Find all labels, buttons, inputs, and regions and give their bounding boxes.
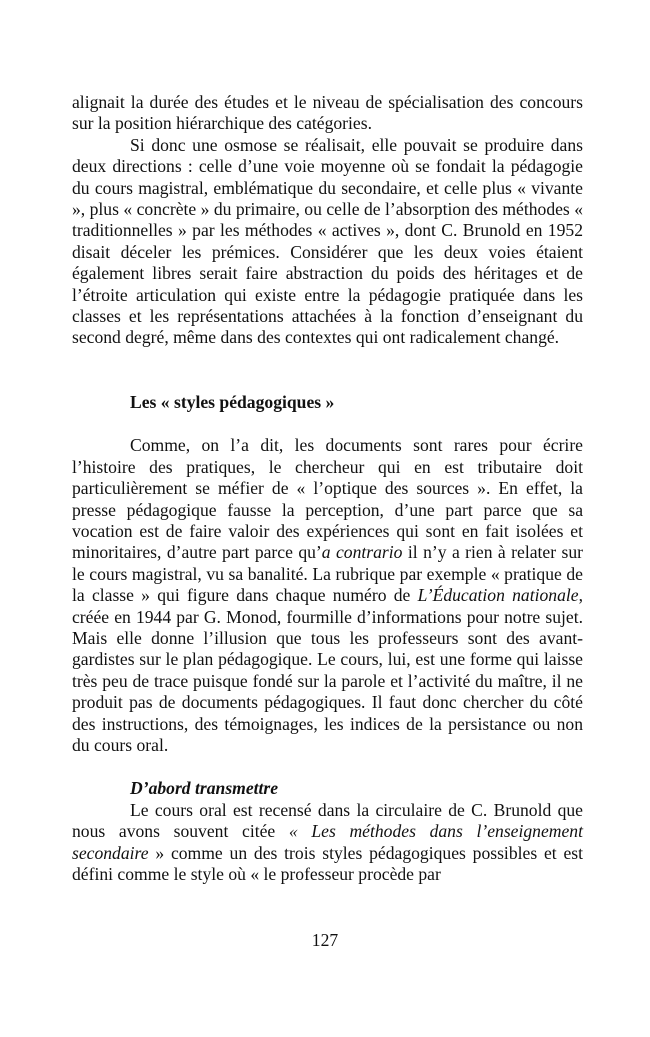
paragraph-osmose: Si donc une osmose se réalisait, elle pouvait se produire dans deux directions : celle d’une voie moyenne où se fondait la pédagogie du cours magistral, emblématique du secondaire, et celle plus « vivante », plus « concrète » du primaire, ou celle de l’absorption des méthodes « traditionnelles » par les méthodes « actives », dont C. Brunold en 1952 disait déceler les prémices. Considérer que les deux voies étaient également libres serait faire abstraction du poids des héritages et de l’étroite articulation qui existe entre la pédagogie pratiquée dans les classes et les représentations attachées à la fonction d’enseignant du second degré, même dans des contextes qui ont radicalement changé.	[72, 134, 583, 348]
section-heading: Les « styles pédagogiques »	[130, 391, 335, 412]
paragraph-continued: alignait la durée des études et le niveau de spécialisation des concours sur la position hiérarchique des catégories.	[72, 92, 583, 134]
italic-run: a contrario	[321, 542, 403, 563]
spacer	[72, 756, 583, 778]
page-number: 127	[311, 930, 339, 950]
subsection-heading: D’abord transmettre	[130, 778, 279, 799]
text-run: il n’y a rien à relater sur le cours magistral, vu sa banalité. La rubrique par exemple « pratique de la classe » qui figure dans chaque numéro de	[72, 542, 583, 606]
circular-title: « Les méthodes dans l’enseignement secondaire	[72, 821, 583, 863]
spacer	[72, 349, 583, 392]
body-text	[72, 92, 583, 885]
text-run: Comme, on l’a dit, les documents sont rares pour écrire l’histoire des pratiques, le chercheur qui en est tributaire doit particulièrement se méfier de « l’optique des sources ». En effet, la presse pédagogique fausse la perception, d’une part parce que sa vocation est de faire valoir des expériences qui sont en fait isolées et minoritaires, d’autre part parce qu’	[72, 435, 583, 563]
journal-title: L’Éducation nationale	[417, 585, 579, 606]
paragraph-sources	[72, 435, 583, 756]
text-run: , créée en 1944 par G. Monod, fourmille d’informations pour notre sujet. Mais elle donne l’illusion que tous les professeurs sont des avant-gardistes sur le plan pédagogique. Le cours, lui, est une forme qui laisse très peu de trace puisque fondé sur la parole et l’activité du maître, il ne produit pas de documents pédagogiques. Il faut donc chercher du côté des instructions, des témoignages, les indices de la persistance ou non du cours oral.	[72, 585, 583, 755]
spacer	[72, 413, 583, 435]
text-run: Le cours oral est recensé dans la circulaire de C. Brunold que nous avons souvent citée	[72, 799, 583, 842]
text-run: » comme un des trois styles pédagogiques possibles et est défini comme le style où « le professeur procède par	[72, 842, 583, 884]
paragraph-cours-oral	[72, 800, 583, 886]
